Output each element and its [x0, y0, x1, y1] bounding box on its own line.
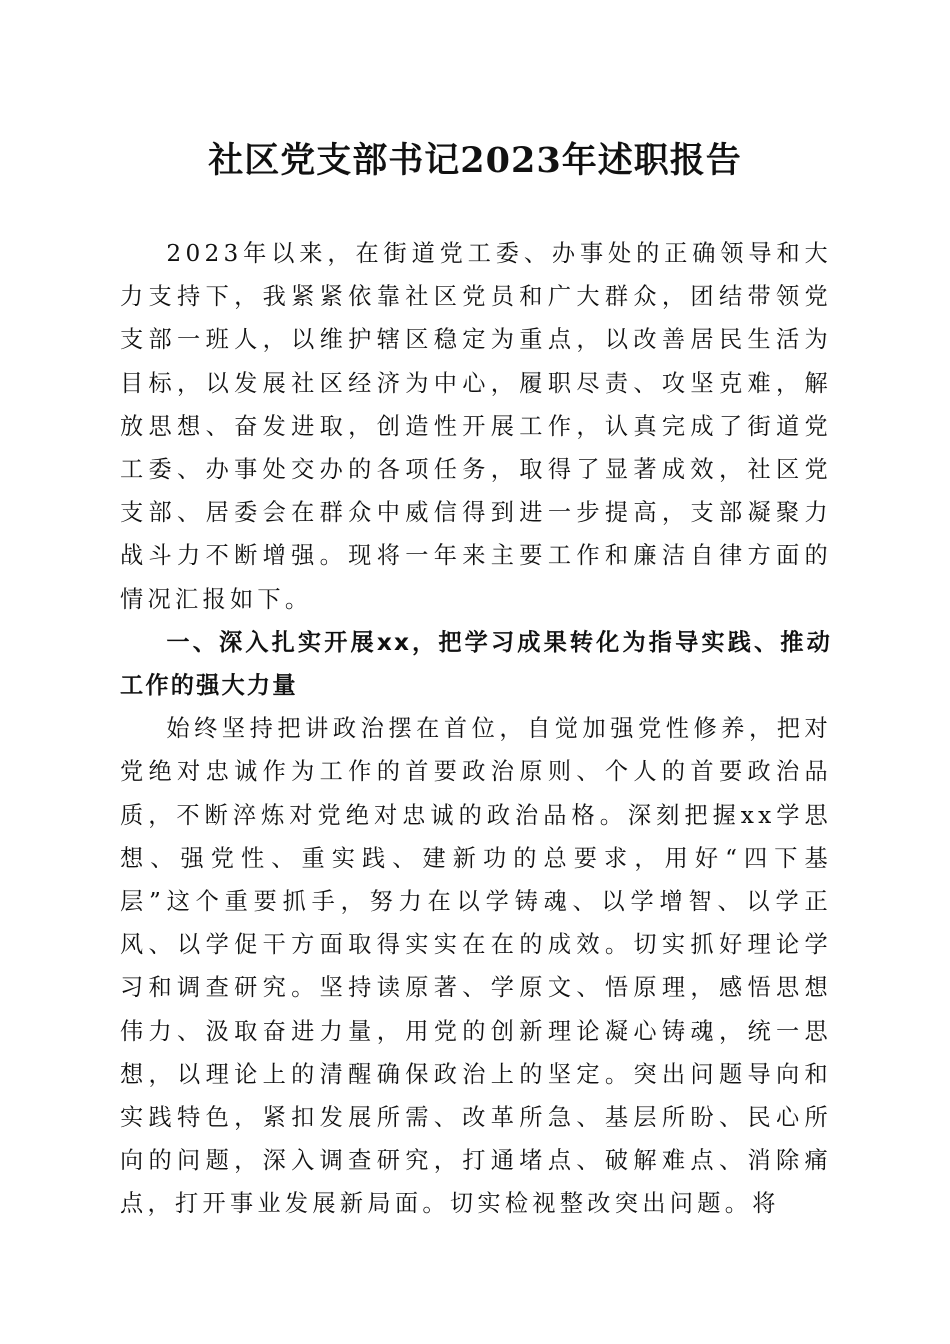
- document-body: [120, 232, 832, 1226]
- section-heading-1: 一、深入扎实开展xx，把学习成果转化为指导实践、推动工作的强大力量: [120, 628, 832, 700]
- document-title: 社区党支部书记2023年述职报告: [208, 140, 742, 181]
- paragraph-intro: 2023年以来，在街道党工委、办事处的正确领导和大力支持下，我紧紧依靠社区党员和广大群众，团结带领党支部一班人，以维护辖区稳定为重点，以改善居民生活为目标，以发展社区经济为中心，履职尽责、攻坚克难，解放思想、奋发进取，创造性开展工作，认真完成了街道党工委、办事处交办的各项任务，取得了显著成效，社区党支部、居委会在群众中威信得到进一步提高，支部凝聚力战斗力不断增强。现将一年来主要工作和廉洁自律方面的情况汇报如下。: [120, 240, 832, 613]
- paragraph-section-1: 始终坚持把讲政治摆在首位，自觉加强党性修养，把对党绝对忠诚作为工作的首要政治原则、个人的首要政治品质，不断淬炼对党绝对忠诚的政治品格。深刻把握xx学思想、强党性、重实践、建新功的总要求，用好“四下基层”这个重要抓手，努力在以学铸魂、以学增智、以学正风、以学促干方面取得实实在在的成效。切实抓好理论学习和调查研究。坚持读原著、学原文、悟原理，感悟思想伟力、汲取奋进力量，用党的创新理论凝心铸魂，统一思想，以理论上的清醒确保政治上的坚定。突出问题导向和实践特色，紧扣发展所需、改革所急、基层所盼、民心所向的问题，深入调查研究，打通堵点、破解难点、消除痛点，打开事业发展新局面。切实检视整改突出问题。将: [120, 715, 832, 1218]
